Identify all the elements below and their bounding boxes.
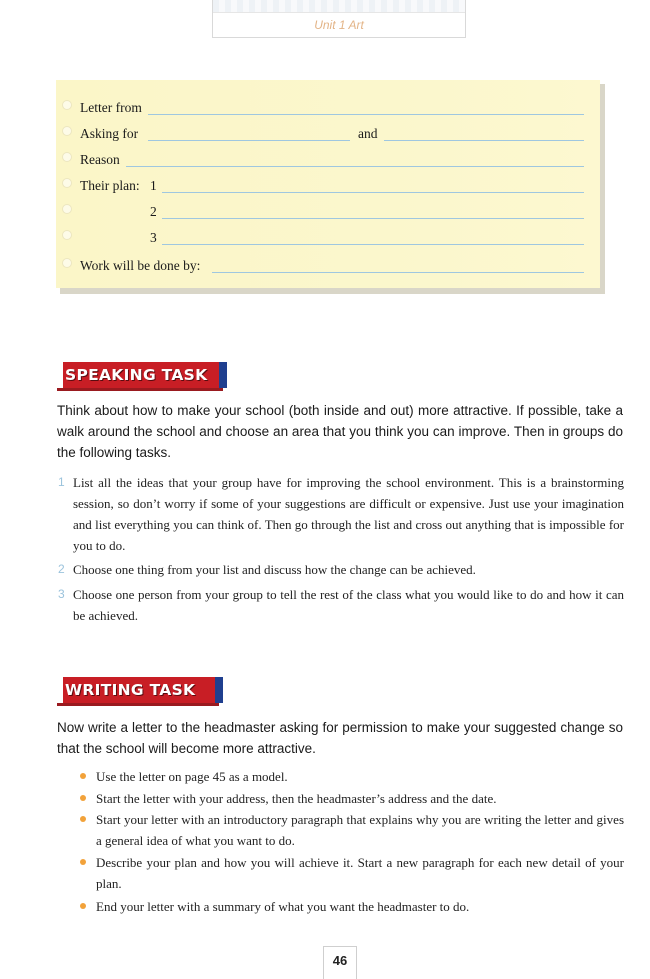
writing-bullet-1 bbox=[80, 766, 624, 787]
speaking-task-title: SPEAKING TASK bbox=[65, 366, 208, 384]
binder-hole bbox=[62, 230, 72, 240]
writing-task-title: WRITING TASK bbox=[65, 681, 196, 699]
binder-hole bbox=[62, 258, 72, 268]
banner-blue-block bbox=[215, 677, 223, 703]
item-number: 1 bbox=[58, 475, 65, 489]
binder-hole bbox=[62, 152, 72, 162]
bullet-dot-icon bbox=[80, 795, 86, 801]
item-number: 3 bbox=[58, 587, 65, 601]
item-text: List all the ideas that your group have for improving the school environment. This is a brainstorming session, so don’t worry if some of your suggestions are difficult or expensive. Just use your imagination and list everything you can think of. Then go through the list and cross out anything that is impossible for you to do. bbox=[73, 475, 624, 553]
reason-label: Reason bbox=[80, 152, 120, 167]
page-number: 46 bbox=[323, 946, 357, 979]
letter-outline-note-card bbox=[56, 80, 600, 288]
binder-hole bbox=[62, 178, 72, 188]
bullet-text: Start your letter with an introductory paragraph that explains why you are writing the letter and gives a general idea of what you want to do. bbox=[96, 812, 624, 848]
bullet-text: Start the letter with your address, then the headmaster’s address and the date. bbox=[96, 791, 497, 806]
their-plan-label: Their plan: bbox=[80, 178, 140, 193]
item-text: Choose one thing from your list and discuss how the change can be achieved. bbox=[73, 562, 476, 577]
bullet-text: End your letter with a summary of what you want the headmaster to do. bbox=[96, 899, 470, 914]
speaking-task-item-1 bbox=[58, 472, 624, 556]
work-done-by-blank[interactable] bbox=[212, 272, 584, 273]
asking-for-label: Asking for bbox=[80, 126, 139, 141]
plan-3-blank[interactable] bbox=[162, 244, 584, 245]
and-label: and bbox=[358, 126, 378, 141]
banner-underline bbox=[57, 388, 223, 391]
bullet-dot-icon bbox=[80, 859, 86, 865]
plan-number-1: 1 bbox=[150, 178, 157, 193]
writing-intro: Now write a letter to the headmaster asking for permission to make your suggested change so that the school will become more attractive. bbox=[57, 720, 623, 756]
bullet-text: Use the letter on page 45 as a model. bbox=[96, 769, 288, 784]
and-blank[interactable] bbox=[384, 140, 584, 141]
bullet-dot-icon bbox=[80, 816, 86, 822]
asking-for-blank[interactable] bbox=[148, 140, 350, 141]
speaking-task-item-3 bbox=[58, 584, 624, 626]
speaking-task-item-2 bbox=[58, 559, 624, 580]
bullet-dot-icon bbox=[80, 903, 86, 909]
speaking-task-banner bbox=[57, 362, 227, 388]
plan-2-blank[interactable] bbox=[162, 218, 584, 219]
letter-from-label: Letter from bbox=[80, 100, 142, 115]
plan-number-2: 2 bbox=[150, 204, 157, 219]
binder-hole bbox=[62, 126, 72, 136]
item-number: 2 bbox=[58, 562, 65, 576]
reason-blank[interactable] bbox=[126, 166, 584, 167]
plan-1-blank[interactable] bbox=[162, 192, 584, 193]
writing-bullet-2 bbox=[80, 788, 624, 809]
work-done-by-label: Work will be done by: bbox=[80, 258, 201, 273]
speaking-intro: Think about how to make your school (both inside and out) more attractive. If possible, take a walk around the school and choose an area that you think you can improve. Then in groups do the following tasks. bbox=[57, 403, 623, 460]
bullet-dot-icon bbox=[80, 773, 86, 779]
banner-blue-block bbox=[219, 362, 227, 388]
banner-underline bbox=[57, 703, 219, 706]
plan-number-3: 3 bbox=[150, 230, 157, 245]
item-text: Choose one person from your group to tell the rest of the class what you would like to do and how it can be achieved. bbox=[73, 587, 624, 623]
binder-hole bbox=[62, 204, 72, 214]
bullet-text: Describe your plan and how you will achieve it. Start a new paragraph for each new detail of your plan. bbox=[96, 855, 624, 891]
unit-header-tab bbox=[212, 0, 466, 38]
letter-from-blank[interactable] bbox=[148, 114, 584, 115]
header-decorative-strip bbox=[213, 0, 465, 13]
writing-bullet-5 bbox=[80, 896, 624, 917]
writing-bullet-4 bbox=[80, 852, 624, 894]
unit-title: Unit 1 Art bbox=[314, 18, 364, 32]
writing-bullet-3 bbox=[80, 809, 624, 851]
binder-hole bbox=[62, 100, 72, 110]
writing-task-banner bbox=[57, 677, 227, 703]
